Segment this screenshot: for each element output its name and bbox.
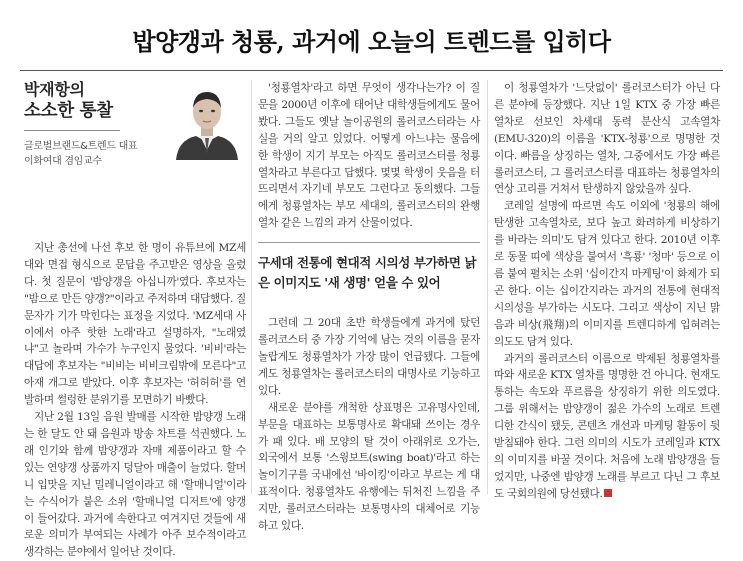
portrait-photo — [168, 80, 246, 160]
paragraph-text: 과거의 롤러코스터 이름으로 박제된 청룡열차를 따와 새로운 KTX 열차를 명명한 건 아니다. 현재도 통하는 속도와 푸르름을 상징하기 위한 의도였다. 그룹 위해서는 밤양갱이 젊은 가수의 노래로 트렌디한 간식이 됐듯, 콘텐츠 개선과 마케팅 활동이 뒷받침돼야 한다. 그런 의미의 시도가 코레일과 KTX의 이미지를 바꿀 것이다. 처음에 노래 밤양갱을 들었지만, 나중엔 밤양갱 노래를 부르고 다닌 그 후보도 국회의원에 당선됐다. — [494, 352, 720, 500]
byline — [24, 80, 246, 240]
headline-rule — [20, 70, 723, 71]
column-title: 소소한 통찰 — [24, 101, 113, 121]
paragraph — [494, 351, 720, 503]
paragraph: '청룡열차'라고 하면 무엇이 생각나는가? 이 질문을 2000년 이후에 태어난 대학생들에게도 물어봤다. 그들도 옛날 놀이공원의 롤러코스터라는 사실을 거의 알고 있었다. 어떻게 아느냐는 물음에 한 학생이 지기 부모는 아직도 롤러코스터를 청룡열차라고 부른다고 답했다. 몇몇 학생이 웃음을 터뜨리면서 자기네 부모도 그런다고 동의했다. 그들에게 청룡열차는 부모 세대의, 롤러코스터의 완행열차 같은 느낌의 과거 산물이었다. — [258, 82, 480, 230]
column-3 — [494, 80, 720, 503]
headline: 밥양갱과 청룡, 과거에 오늘의 트렌드를 입히다 — [132, 27, 611, 56]
paragraph: 이 청룡열차가 '느닷없이' 롤러코스터가 아닌 다른 분야에 등장했다. 지난 1일 KTX 중 가장 빠른 열차로 선보인 차세대 동력 분산식 고속열차(EMU-320)의 이름을 'KTX-청룡'으로 명명한 것이다. 빠름을 상징하는 열차, 그중에서도 가장 빠른 롤러코스터, 그 롤러코스터를 대표하는 청룡열차의 연상 고리를 거쳐서 탄생하지 않았을까 싶다. — [494, 82, 720, 196]
end-mark-icon — [604, 489, 612, 497]
column-2 — [258, 80, 480, 535]
author-portrait — [168, 80, 246, 160]
column-divider — [487, 80, 488, 494]
subhead-block — [258, 242, 480, 303]
paragraph: 지난 총선에 나선 후보 한 명이 유튜브에 MZ세대와 면접 형식으로 문답을 주고받은 영상을 올렸다. 첫 질문이 '밤양갱을 아십니까'였다. 후보자는 "밤으로 만든 양갱?"이라고 주저하며 대답했다. 질문자가 기가 막힌다는 표정을 지었다. 'MZ세대 사이에서 아주 핫한 노래'라고 설명하자, "노래였냐"고 놀라며 가수가 누구인지 물었다. '비비'라는 대답에 후보자는 "비비는 비비크림밖에 모른다"고 아재 개그로 받았다. 이후 후보자는 '허허허'를 연발하며 썰렁한 분위기를 모면하기 바빴다. — [24, 242, 246, 407]
paragraph: 그런데 그 20대 초반 학생들에게 과거에 탔던 롤러코스터 중 가장 기억에 남는 것의 이름을 묻자 놀랍게도 청룡열차가 가장 많이 언급됐다. 그들에게도 청룡열차는 롤러코스터의 대명사로 기능하고 있다. — [258, 317, 480, 397]
byline-rule — [24, 130, 120, 131]
column-divider — [251, 80, 252, 494]
subhead: 구세대 전통에 현대적 시의성 부가하면 낡은 이미지도 '새 생명' 얻을 수 있어 — [258, 255, 477, 291]
author-affiliation: 글로벌브랜드&트렌드 대표 — [24, 141, 138, 152]
paragraph: 지난 2월 13일 음원 발매를 시작한 밤양갱 노래는 한 달도 안 돼 음원과 방송 차트를 석권했다. 노래 인기와 함께 밤양갱과 자매 제품이라고 할 수 있는 연양갱 상품까지 덩달아 매출이 늘었다. 할머니 입맛을 지닌 밀레니얼이라고 해 '할매니얼'이라는 수식어가 붙은 소위 '할매니얼 디저트'에 양갱이 들어갔다. 과거에 속한다고 여겨지던 것들에 새로운 의미가 부여되는 사례가 아주 보수적이라고 생각하는 분야에서 일어난 것이다. — [24, 411, 246, 559]
author-name: 박재항의 — [24, 80, 85, 99]
author-position: 이화여대 겸임교수 — [24, 156, 102, 167]
paragraph: 새로운 분야를 개척한 상표명은 고유명사인데, 부문을 대표하는 보통명사로 확대돼 쓰이는 경우가 패 있다. 배 모양의 탈 것이 아래위로 오가는, 외국에서 보통 '스윙보트(swing boat)'라고 하는 놀이기구를 국내에선 '바이킹'이라고 부르는 게 대표적이다. 청룡열차도 유행에는 뒤처진 느낌을 주지만, 롤러코스터라는 보통명사의 대체어로 기능하고 있다. — [258, 401, 480, 533]
column-1 — [24, 80, 246, 561]
paragraph: 코레일 설명에 따르면 속도 이외에 '청룡의 해에 탄생한 고속열차로, 보다 높고 화려하게 비상하기를 바라는 의미'도 담겨 있다고 한다. 2010년 이후로 동물 띠에 색상을 붙여서 '흑룡' '청마' 등으로 이름 붙여 펼치는 소위 '십이간지 마케팅'이 화제가 되곤 한다. 이는 십이간지라는 과거의 전통에 현대적 시의성을 부가하는 시도다. 그리고 색상이 지닌 맑음과 비상(飛翔)의 이미지를 트렌디하게 입혀려는 의도도 담겨 있다. — [494, 200, 720, 348]
